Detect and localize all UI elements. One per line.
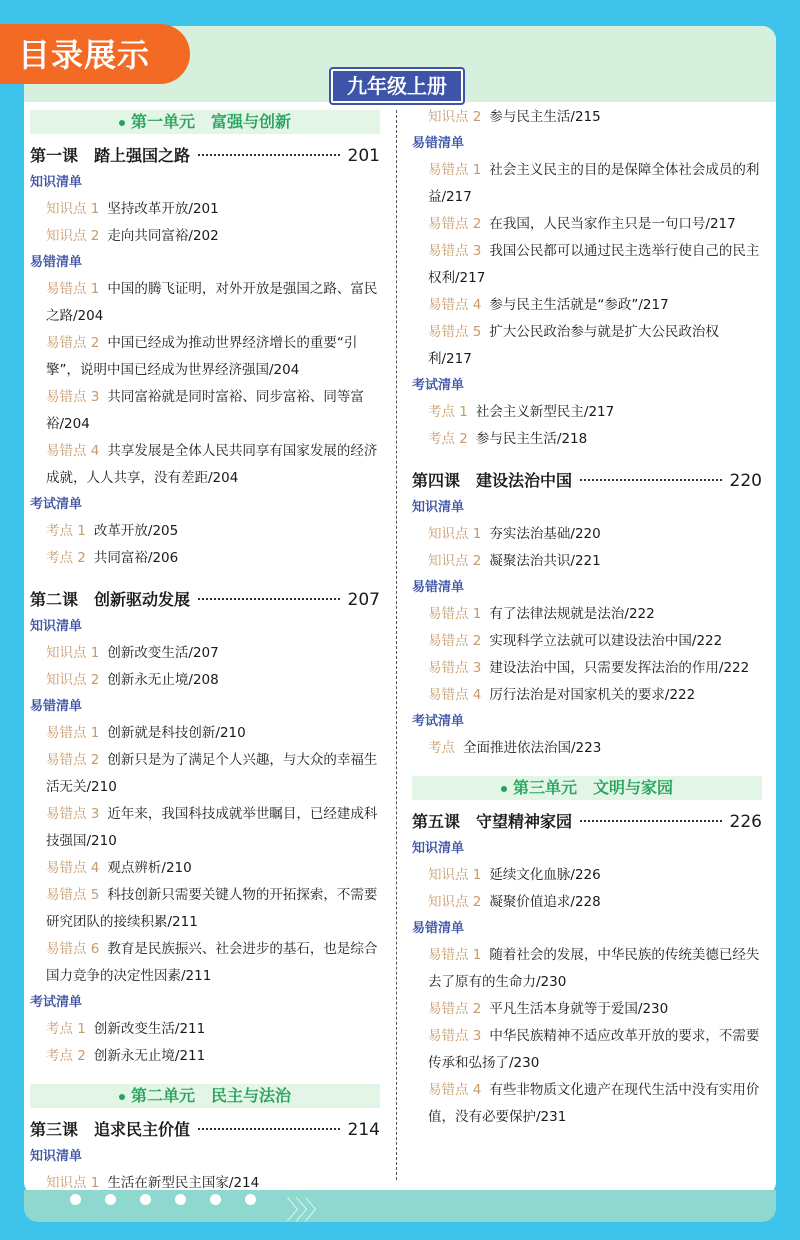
item-text: 观点辨析/210 [107, 860, 192, 876]
item-tag: 易错点 1 [46, 725, 100, 741]
list-item[interactable] [412, 157, 762, 211]
lesson-page: 226 [729, 812, 762, 832]
unit-heading [30, 1084, 380, 1108]
item-text: 中国已经成为推动世界经济增长的重要“引擎”，说明中国已经成为世界经济强国/204 [46, 335, 358, 378]
item-text: 共享发展是全体人民共同享有国家发展的经济成就，人人共享，没有差距/204 [46, 443, 378, 486]
list-item[interactable] [30, 196, 380, 223]
item-text: 共同富裕/206 [93, 550, 179, 566]
item-text: 社会主义新型民主/217 [475, 404, 615, 420]
item-text: 实现科学立法就可以建设法治中国/222 [489, 633, 723, 649]
item-tag: 易错点 3 [428, 243, 482, 259]
entry-list [412, 942, 762, 1131]
category-label: 考试清单 [412, 714, 465, 729]
item-tag: 知识点 2 [428, 553, 482, 569]
item-text: 改革开放/205 [93, 523, 179, 539]
category-label: 知识清单 [30, 175, 83, 190]
unit-title: 第一单元 富强与创新 [130, 112, 291, 131]
item-tag: 易错点 1 [428, 947, 482, 963]
entry-list [30, 1170, 380, 1197]
item-text: 有了法律法规就是法治/222 [489, 606, 655, 622]
list-item[interactable] [30, 518, 380, 545]
item-text: 科技创新只需要关键人物的开拓探索，不需要研究团队的接续积累/211 [46, 887, 378, 930]
category-label: 易错清单 [30, 699, 83, 714]
category-label: 知识清单 [412, 500, 465, 515]
item-text: 中华民族精神不适应改革开放的要求，不需要传承和弘扬了/230 [428, 1028, 760, 1071]
item-tag: 易错点 2 [46, 335, 100, 351]
item-text: 扩大公民政治参与就是扩大公民政治权利/217 [428, 324, 719, 367]
category-label: 考试清单 [30, 497, 83, 512]
category-label: 知识清单 [30, 619, 83, 634]
item-text: 创新只是为了满足个人兴趣，与大众的幸福生活无关/210 [46, 752, 378, 795]
bullet-icon [119, 120, 125, 126]
item-tag: 考点 2 [46, 550, 86, 566]
lesson-title: 第五课 守望精神家园 [412, 812, 573, 831]
item-tag: 知识点 1 [46, 201, 100, 217]
list-item[interactable] [412, 889, 762, 916]
list-item[interactable] [412, 682, 762, 709]
entry-list [412, 735, 762, 762]
list-item[interactable] [412, 628, 762, 655]
list-item[interactable] [30, 330, 380, 384]
item-tag: 知识点 1 [428, 867, 482, 883]
item-text: 有些非物质文化遗产在现代生活中没有实用价值，没有必要保护/231 [428, 1082, 760, 1125]
item-tag: 易错点 4 [46, 443, 100, 459]
bullet-icon [119, 1094, 125, 1100]
list-item[interactable] [30, 855, 380, 882]
item-text: 社会主义民主的目的是保障全体社会成员的利益/217 [428, 162, 760, 205]
unit-title: 第三单元 文明与家园 [512, 778, 673, 797]
item-tag: 考点 2 [428, 431, 468, 447]
item-tag: 考点 1 [46, 1021, 86, 1037]
entry-list [30, 720, 380, 990]
dot-leader [580, 479, 722, 481]
lesson-title: 第三课 追求民主价值 [30, 1120, 191, 1139]
item-text: 延续文化血脉/226 [489, 867, 601, 883]
item-text: 创新就是科技创新/210 [107, 725, 246, 741]
dot-leader [198, 598, 340, 600]
list-item[interactable] [30, 384, 380, 438]
list-item[interactable] [412, 1077, 762, 1131]
entry-list [412, 399, 762, 453]
category-label: 知识清单 [412, 841, 465, 856]
item-text: 随着社会的发展，中华民族的传统美德已经失去了原有的生命力/230 [428, 947, 760, 990]
item-text: 参与民主生活就是“参政”/217 [489, 297, 669, 313]
category-label: 易错清单 [30, 255, 83, 270]
list-item[interactable] [412, 104, 762, 131]
entry-list [412, 521, 762, 575]
entry-list [30, 196, 380, 250]
item-text: 创新永无止境/208 [107, 672, 219, 688]
item-tag: 考点 2 [46, 1048, 86, 1064]
list-item[interactable] [412, 521, 762, 548]
list-item[interactable] [412, 426, 762, 453]
list-item[interactable] [30, 545, 380, 572]
item-text: 创新改变生活/207 [107, 645, 219, 661]
item-tag: 易错点 1 [428, 606, 482, 622]
item-text: 平凡生活本身就等于爱国/230 [489, 1001, 669, 1017]
list-item[interactable] [412, 211, 762, 238]
item-tag: 易错点 5 [46, 887, 100, 903]
item-text: 夯实法治基础/220 [489, 526, 601, 542]
entry-list [30, 1016, 380, 1070]
list-item[interactable] [30, 276, 380, 330]
unit-title: 第二单元 民主与法治 [130, 1086, 291, 1105]
list-item[interactable] [412, 238, 762, 292]
entry-list [30, 518, 380, 572]
grade-label: 九年级上册 [331, 69, 463, 103]
chevrons-right-icon: 〉〉〉 [286, 1196, 327, 1226]
item-tag: 易错点 4 [428, 1082, 482, 1098]
list-item[interactable] [412, 399, 762, 426]
unit-heading [30, 110, 380, 134]
item-text: 共同富裕就是同时富裕、同步富裕、同等富裕/204 [46, 389, 364, 432]
lesson-entry[interactable] [412, 808, 762, 836]
item-tag: 易错点 2 [428, 633, 482, 649]
lesson-entry[interactable] [412, 467, 762, 495]
list-item[interactable] [412, 548, 762, 575]
item-text: 创新改变生活/211 [93, 1021, 206, 1037]
item-text: 近年来，我国科技成就举世瞩目，已经建成科技强国/210 [46, 806, 378, 849]
entry-list [412, 862, 762, 916]
item-text: 教育是民族振兴、社会进步的基石，也是综合国力竞争的决定性因素/211 [46, 941, 378, 984]
item-tag: 易错点 6 [46, 941, 100, 957]
list-item[interactable] [30, 720, 380, 747]
item-tag: 易错点 3 [46, 806, 100, 822]
list-item[interactable] [30, 438, 380, 492]
item-text: 创新永无止境/211 [93, 1048, 206, 1064]
lesson-entry[interactable] [30, 142, 380, 170]
item-tag: 知识点 2 [428, 894, 482, 910]
list-item[interactable] [30, 936, 380, 990]
lesson-entry[interactable] [30, 586, 380, 614]
list-item[interactable] [412, 942, 762, 996]
list-item[interactable] [30, 223, 380, 250]
list-item[interactable] [412, 292, 762, 319]
item-tag: 易错点 1 [428, 162, 482, 178]
page-title: 目录展示 [18, 36, 151, 74]
list-item[interactable] [30, 747, 380, 801]
dot-leader [198, 154, 340, 156]
column-divider [396, 110, 397, 1180]
list-item[interactable] [30, 882, 380, 936]
dot-leader [580, 820, 722, 822]
item-tag: 易错点 3 [46, 389, 100, 405]
item-text: 凝聚法治共识/221 [489, 553, 601, 569]
item-tag: 易错点 4 [428, 687, 482, 703]
dot-leader [198, 1128, 340, 1130]
item-text: 在我国，人民当家作主只是一句口号/217 [489, 216, 736, 232]
category-label: 考试清单 [412, 378, 465, 393]
left-column [30, 110, 380, 1197]
item-text: 我国公民都可以通过民主选举行使自己的民主权利/217 [428, 243, 760, 286]
list-item[interactable] [30, 1016, 380, 1043]
entry-list [412, 104, 762, 131]
item-text: 坚持改革开放/201 [107, 201, 219, 217]
category-label: 易错清单 [412, 136, 465, 151]
item-tag: 易错点 3 [428, 660, 482, 676]
item-tag: 易错点 1 [46, 281, 100, 297]
item-tag: 知识点 1 [428, 526, 482, 542]
item-text: 参与民主生活/215 [489, 109, 601, 125]
list-item[interactable] [412, 601, 762, 628]
item-tag: 易错点 4 [428, 297, 482, 313]
bullet-icon [501, 786, 507, 792]
item-tag: 考点 1 [428, 404, 468, 420]
lesson-title: 第二课 创新驱动发展 [30, 590, 191, 609]
item-text: 全面推进依法治国/223 [463, 740, 602, 756]
entry-list [412, 157, 762, 373]
item-tag: 知识点 1 [46, 645, 100, 661]
item-tag: 知识点 2 [428, 109, 482, 125]
entry-list [30, 640, 380, 694]
item-tag: 易错点 2 [428, 1001, 482, 1017]
category-label: 易错清单 [412, 580, 465, 595]
entry-list [412, 601, 762, 709]
item-tag: 知识点 1 [46, 1175, 100, 1191]
lesson-title: 第四课 建设法治中国 [412, 471, 573, 490]
category-label: 易错清单 [412, 921, 465, 936]
list-item[interactable] [30, 1170, 380, 1197]
list-item[interactable] [412, 862, 762, 889]
lesson-page: 207 [347, 590, 380, 610]
item-tag: 易错点 3 [428, 1028, 482, 1044]
lesson-title: 第一课 踏上强国之路 [30, 146, 191, 165]
list-item[interactable] [30, 1043, 380, 1070]
entry-list [30, 276, 380, 492]
item-tag: 知识点 2 [46, 672, 100, 688]
item-text: 参与民主生活/218 [475, 431, 588, 447]
right-column [412, 104, 762, 1131]
item-tag: 考点 1 [46, 523, 86, 539]
category-label: 考试清单 [30, 995, 83, 1010]
category-label: 知识清单 [30, 1149, 83, 1164]
list-item[interactable] [30, 801, 380, 855]
item-text: 中国的腾飞证明，对外开放是强国之路、富民之路/204 [46, 281, 378, 324]
item-text: 凝聚价值追求/228 [489, 894, 601, 910]
item-text: 厉行法治是对国家机关的要求/222 [489, 687, 696, 703]
item-tag: 知识点 2 [46, 228, 100, 244]
item-text: 建设法治中国，只需要发挥法治的作用/222 [489, 660, 750, 676]
item-text: 生活在新型民主国家/214 [107, 1175, 260, 1191]
lesson-page: 220 [729, 471, 762, 491]
lesson-entry[interactable] [30, 1116, 380, 1144]
item-tag: 易错点 2 [428, 216, 482, 232]
item-tag: 易错点 4 [46, 860, 100, 876]
list-item[interactable] [412, 735, 762, 762]
list-item[interactable] [412, 996, 762, 1023]
list-item[interactable] [30, 640, 380, 667]
list-item[interactable] [412, 319, 762, 373]
item-tag: 考点 [428, 740, 455, 756]
unit-heading [412, 776, 762, 800]
list-item[interactable] [412, 655, 762, 682]
item-text: 走向共同富裕/202 [107, 228, 219, 244]
list-item[interactable] [412, 1023, 762, 1077]
item-tag: 易错点 5 [428, 324, 482, 340]
list-item[interactable] [30, 667, 380, 694]
lesson-page: 201 [347, 146, 380, 166]
item-tag: 易错点 2 [46, 752, 100, 768]
lesson-page: 214 [347, 1120, 380, 1140]
